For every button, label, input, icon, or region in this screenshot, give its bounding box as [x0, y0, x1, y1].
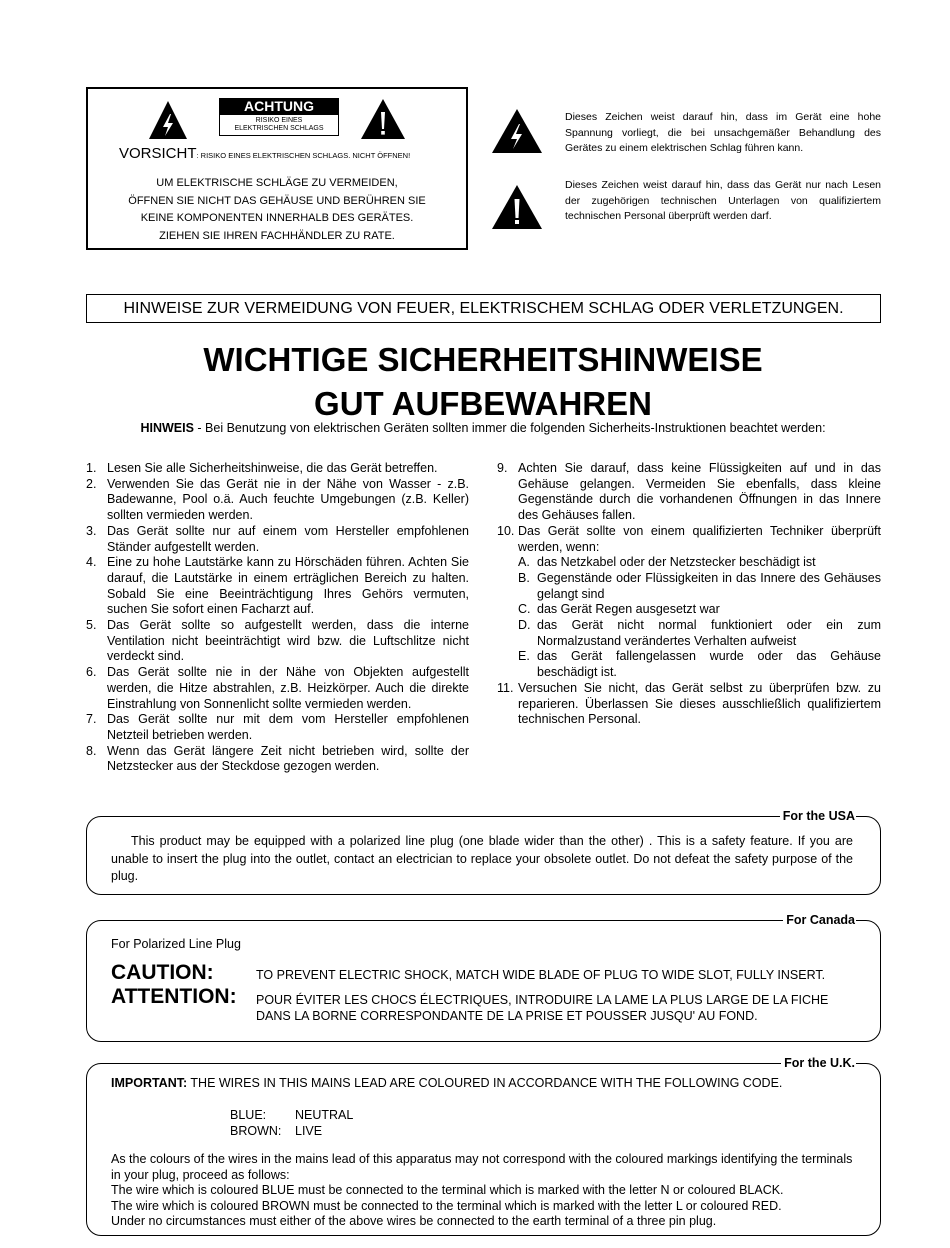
achtung-label [219, 98, 339, 136]
sub-item [497, 555, 881, 571]
item-number: 5. [86, 618, 97, 633]
wire-color-code [230, 1107, 353, 1139]
list-item [86, 665, 469, 712]
exclamation-warning-icon [491, 184, 543, 230]
item-number: 7. [86, 712, 97, 727]
sub-item-letter: B. [518, 570, 530, 585]
item-text: Das Gerät sollte so aufgestellt werden, dass die interne Ventilation nicht beeinträchtigt wird bzw. die Luftschlitze nicht verdeckt sind. [107, 618, 469, 664]
vorsicht-line [119, 145, 410, 163]
item-text: Wenn das Gerät längere Zeit nicht betrieben wird, sollte der Netzstecker aus der Steckdose gezogen werden. [107, 743, 469, 774]
title-line-1: WICHTIGE SICHERHEITSHINWEISE [203, 341, 763, 378]
exclamation-symbol-description: Dieses Zeichen weist darauf hin, dass das Gerät nur nach Lesen der zugehörigen technischen Unterlagen von qualifiziertem technischen Personal überprüft werden darf. [565, 179, 881, 222]
sub-item [497, 571, 881, 602]
safety-list-left [86, 461, 469, 775]
achtung-subtitle [219, 115, 339, 136]
uk-instruction-line: The wire which is coloured BROWN must be connected to the terminal which is marked with the letter L or coloured RED. [111, 1198, 782, 1213]
exclamation-warning-icon [360, 98, 406, 140]
item-number: 9. [497, 461, 508, 475]
list-item [86, 524, 469, 555]
lightning-warning-icon [148, 100, 188, 140]
warning-line: UM ELEKTRISCHE SCHLÄGE ZU VERMEIDEN, [156, 177, 398, 189]
usa-label: For the USA [780, 808, 856, 824]
wire-meaning: NEUTRAL [295, 1108, 354, 1122]
achtung-sub-line-1: RISIKO EINES [255, 117, 303, 124]
sub-item-letter: D. [518, 618, 531, 633]
wire-meaning: LIVE [295, 1124, 323, 1138]
sub-item [497, 602, 881, 618]
sub-item-text: das Netzkabel oder der Netzstecker beschädigt ist [537, 555, 816, 570]
warning-line: ÖFFNEN SIE NICHT DAS GEHÄUSE UND BERÜHREN SIE [128, 194, 426, 207]
list-item [86, 477, 469, 524]
item-text: Verwenden Sie das Gerät nie in der Nähe von Wasser - z.B. Badewanne, Pool o.ä. Auch feuchte Umgebungen (z.B. Keller) sollten vermieden werden. [107, 476, 469, 523]
item-number: 10. [497, 523, 515, 538]
item-text: Lesen Sie alle Sicherheitshinweise, die das Gerät betreffen. [107, 461, 438, 475]
important-text: THE WIRES IN THIS MAINS LEAD ARE COLOURED IN ACCORDANCE WITH THE FOLLOWING CODE. [187, 1076, 783, 1090]
attention-label: ATTENTION: [111, 985, 237, 1008]
title-line-2: GUT AUFBEWAHREN [314, 385, 652, 422]
warning-line: KEINE KOMPONENTEN INNERHALB DES GERÄTES. [140, 212, 414, 224]
sub-item-letter: E. [518, 649, 530, 664]
vorsicht-rest: : RISIKO EINES ELEKTRISCHEN SCHLAGS. NICHT ÖFFNEN! [196, 151, 411, 160]
sub-item-text: Gegenstände oder Flüssigkeiten in das Innere des Gehäuses gelangt sind [537, 570, 881, 601]
list-item [86, 744, 469, 775]
canada-intro: For Polarized Line Plug [111, 937, 241, 951]
uk-label: For the U.K. [781, 1055, 856, 1071]
attention-text: POUR ÉVITER LES CHOCS ÉLECTRIQUES, INTRODUIRE LA LAME LA PLUS LARGE DE LA FICHE DANS LA BORNE CORRESPONDANTE DE LA PRISE ET POUSSER JUSQU' AU FOND. [256, 993, 829, 1023]
wire-color-row [230, 1123, 353, 1139]
warning-line: ZIEHEN SIE IHREN FACHHÄNDLER ZU RATE. [159, 229, 395, 242]
uk-instructions [111, 1152, 853, 1230]
uk-instruction-line: The wire which is coloured BLUE must be connected to the terminal which is marked with the letter N or coloured BLACK. [111, 1183, 784, 1197]
lightning-symbol-description: Dieses Zeichen weist darauf hin, dass im Gerät eine hohe Spannung vorliegt, die bei unsachgemäßer Behandlung des Gerätes zu einem elektrischen Schlag führen kann. [565, 111, 881, 154]
sub-item-text: das Gerät fallengelassen wurde oder das Gehäuse beschädigt ist. [537, 649, 881, 680]
item-text: Das Gerät sollte nur auf einem vom Hersteller empfohlenen Ständer aufgestellt werden. [107, 523, 469, 554]
achtung-title: ACHTUNG [219, 98, 339, 115]
hinweis-text: - Bei Benutzung von elektrischen Geräten sollten immer die folgenden Sicherheits-Instruktionen beachtet werden: [193, 421, 826, 435]
sub-item [497, 618, 881, 649]
item-text: Das Gerät sollte von einem qualifizierten Techniker überprüft werden, wenn: [518, 523, 881, 554]
item-number: 2. [86, 476, 97, 491]
usa-notice-box [86, 809, 881, 895]
safety-list-right [497, 461, 881, 728]
uk-instruction-line: Under no circumstances must either of the above wires be connected to the earth terminal of a three pin plug. [111, 1214, 717, 1228]
caution-text: TO PREVENT ELECTRIC SHOCK, MATCH WIDE BLADE OF PLUG TO WIDE SLOT, FULLY INSERT. [256, 968, 826, 982]
lightning-warning-icon [491, 108, 543, 154]
wire-color: BLUE: [230, 1108, 267, 1122]
wire-color-row [230, 1107, 353, 1123]
list-item [497, 461, 881, 524]
list-item [86, 618, 469, 665]
vorsicht-word: VORSICHT [119, 145, 197, 162]
canada-label: For Canada [783, 912, 856, 928]
item-text: Eine zu hohe Lautstärke kann zu Hörschäden führen. Achten Sie darauf, die Lautstärke in einem erträglichen Bereich zu halten. Sobald Sie eine Beeinträchtigung Ihres Gehörs vermuten, suchen Sie sofort einen Facharzt auf. [107, 555, 469, 617]
item-number: 1. [86, 461, 97, 475]
sub-item-letter: C. [518, 602, 531, 617]
sub-item [497, 649, 881, 680]
caution-label: CAUTION: [111, 961, 214, 984]
list-item [497, 524, 881, 555]
list-item [86, 712, 469, 743]
item-number: 4. [86, 555, 97, 570]
item-text: Das Gerät sollte nie in der Nähe von Objekten aufgestellt werden, die Hitze abstrahlen, z.B. Heizkörper. Auch die direkte Einstrahlung von Sonnenlicht sollte vermieden werden. [107, 665, 469, 711]
item-text: Das Gerät sollte nur mit dem vom Hersteller empfohlenen Netzteil betrieben werden. [107, 712, 469, 742]
item-number: 8. [86, 743, 97, 758]
sub-item-text: das Gerät nicht normal funktioniert oder ein zum Normalzustand verändertes Verhalten aufweist [537, 618, 881, 648]
uk-instruction-line: As the colours of the wires in the mains lead of this apparatus may not correspond with the coloured markings identifying the terminals in your plug, proceed as follows: [111, 1152, 853, 1182]
warning-text [88, 175, 466, 245]
canada-notice-box [86, 913, 881, 1042]
sub-item-letter: A. [518, 555, 530, 570]
item-number: 3. [86, 523, 97, 538]
hinweis-label: HINWEIS [140, 421, 194, 435]
hinweis-note [0, 421, 950, 435]
achtung-sub-line-2: ELEKTRISCHEN SCHLAGS [234, 125, 324, 132]
warning-box [86, 87, 468, 250]
uk-important-line [111, 1076, 782, 1090]
list-item [86, 461, 469, 477]
item-number: 6. [86, 665, 97, 680]
usa-notice-text: This product may be equipped with a polarized line plug (one blade wider than the other) . This is a safety feature. If you are unable to insert the plug into the outlet, contact an electrician to replace your obsolete outlet. Do not defeat the safety purpose of the plug. [111, 834, 853, 883]
item-number: 11. [497, 680, 514, 695]
sub-item-text: das Gerät Regen ausgesetzt war [537, 602, 720, 617]
hinweise-heading: HINWEISE ZUR VERMEIDUNG VON FEUER, ELEKTRISCHEM SCHLAG ODER VERLETZUNGEN. [86, 294, 881, 323]
list-item [86, 555, 469, 618]
list-item [497, 681, 881, 728]
item-text: Achten Sie darauf, dass keine Flüssigkeiten auf und in das Gehäuse gelangen. Vermeiden Sie ebenfalls, dass kleine Gegenstände durch die vorhandenen Öffnungen in das Innere des Gehäuses fallen. [518, 461, 881, 523]
page-title [0, 338, 950, 426]
wire-color: BROWN: [230, 1124, 282, 1138]
item-text: Versuchen Sie nicht, das Gerät selbst zu überprüfen bzw. zu reparieren. Überlassen Sie dieses ausschließlich qualifiziertem technischen Personal. [518, 680, 881, 727]
uk-notice-box [86, 1056, 881, 1236]
important-label: IMPORTANT: [111, 1076, 188, 1090]
